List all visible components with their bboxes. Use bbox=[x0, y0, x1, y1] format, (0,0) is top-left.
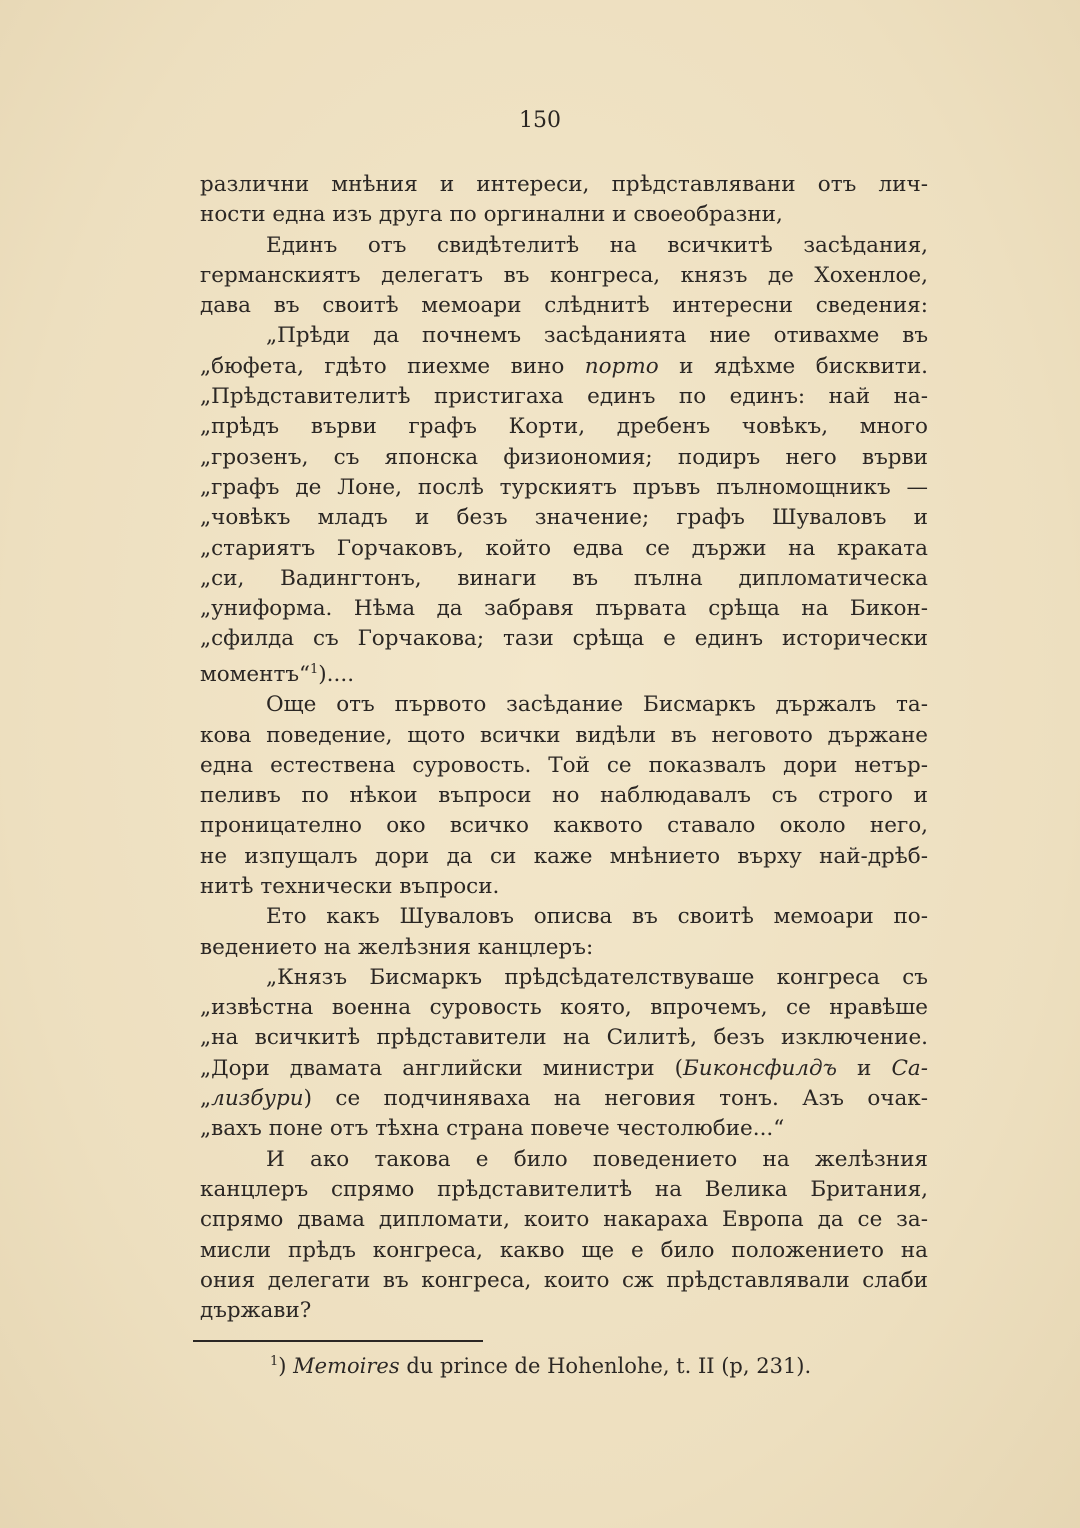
italic-name: Са- bbox=[891, 1055, 928, 1081]
text-line: Още отъ първото засѣдание Бисмаркъ държалъ та- bbox=[266, 692, 928, 718]
text-line-mixed bbox=[200, 1054, 928, 1084]
text-line: държави? bbox=[200, 1298, 312, 1324]
footnote-divider bbox=[193, 1340, 483, 1342]
text-line-mixed bbox=[200, 1084, 928, 1114]
text-segment: ) се подчиняваха на неговия тонъ. Азъ очак- bbox=[303, 1086, 928, 1112]
text-line: мисли прѣдъ конгреса, какво ще е било положението на bbox=[200, 1237, 928, 1263]
page-number: 150 bbox=[519, 108, 561, 133]
text-line: нитѣ технически въпроси. bbox=[200, 873, 500, 899]
text-line: „прѣдъ върви графъ Корти, дребенъ човѣкъ, много bbox=[200, 414, 928, 440]
footnote-title: Memoires bbox=[293, 1354, 400, 1378]
text-segment: и bbox=[857, 1055, 872, 1081]
text-line: И ако такова е било поведението на желѣзния bbox=[266, 1146, 928, 1172]
italic-word: порто bbox=[584, 353, 659, 379]
text-line: дава въ своитѣ мемоари слѣднитѣ интересни сведения: bbox=[200, 293, 928, 319]
text-line: различни мнѣния и интереси, прѣдставлявани отъ лич- bbox=[200, 172, 928, 197]
text-line: „вахъ поне отъ тѣхна страна повече честолюбие...“ bbox=[200, 1116, 785, 1142]
text-line: пеливъ по нѣкои въпроси но наблюдавалъ съ строго и bbox=[200, 783, 928, 809]
text-line: „си, Вадингтонъ, винаги въ пълна дипломатическа bbox=[200, 565, 928, 591]
text-line: Единъ отъ свидѣтелитѣ на всичкитѣ засѣдания, bbox=[266, 232, 928, 258]
text-line: проницателно око всичко каквото ставало около него, bbox=[200, 813, 928, 839]
text-segment: „бюфета, гдѣто пиехме вино bbox=[200, 353, 565, 379]
text-line: „стариятъ Горчаковъ, който едва се държи на краката bbox=[200, 535, 928, 561]
text-line: „униформа. Нѣма да забравя първата срѣща на Бикон- bbox=[200, 596, 928, 622]
text-segment: ).... bbox=[318, 661, 355, 687]
body-text bbox=[200, 170, 928, 1326]
text-segment: „Дори двамата английски министри ( bbox=[200, 1055, 683, 1081]
italic-name: Биконсфилдъ bbox=[683, 1055, 837, 1081]
text-line: „сфилда съ Горчакова; тази срѣща е единъ исторически bbox=[200, 626, 928, 652]
footnote-paren: ) bbox=[278, 1354, 287, 1378]
text-line: канцлеръ спрямо прѣдставителитѣ на Велика Британия, bbox=[200, 1176, 928, 1202]
text-line: Ето какъ Шуваловъ описва въ своитѣ мемоари по- bbox=[266, 904, 928, 930]
text-line-mixed bbox=[200, 352, 928, 382]
text-line: „човѣкъ младъ и безъ значение; графъ Шуваловъ и bbox=[200, 505, 928, 531]
text-line: една естествена суровость. Той се показвалъ дори нетър- bbox=[200, 752, 928, 778]
text-line: „извѣстна военна суровость която, впрочемъ, се нравѣше bbox=[200, 995, 928, 1021]
text-line: „Князъ Бисмаркъ прѣдсѣдателствуваше конгреса съ bbox=[266, 964, 928, 990]
footnote-text: du prince de Hohenlohe, t. II (p, 231). bbox=[406, 1354, 812, 1378]
text-segment: и ядѣхме бисквити. bbox=[679, 353, 928, 379]
text-line: кова поведение, щото всички видѣли въ неговото държане bbox=[200, 722, 928, 748]
text-segment: „ bbox=[200, 1086, 212, 1112]
text-line: „Прѣди да почнемъ засѣданията ние отивахме въ bbox=[266, 323, 928, 349]
text-segment: моментъ“ bbox=[200, 661, 311, 687]
text-line: ония делегати въ конгреса, които сж прѣдставлявали слаби bbox=[200, 1267, 928, 1293]
footnote-ref[interactable]: 1 bbox=[310, 661, 319, 677]
text-line: „Прѣдставителитѣ пристигаха единъ по единъ: най на- bbox=[200, 384, 928, 410]
text-line: „графъ де Лоне, послѣ турскиятъ пръвъ пълномощникъ — bbox=[200, 474, 928, 500]
text-line: спрямо двама дипломати, които накараха Европа да се за- bbox=[200, 1207, 928, 1233]
footnote bbox=[270, 1354, 910, 1378]
text-line: ности една изъ друга по оргинални и своеобразни, bbox=[200, 202, 783, 228]
italic-name: лизбури bbox=[211, 1086, 304, 1112]
text-line: германскиятъ делегатъ въ конгреса, князъ де Хохенлое, bbox=[200, 262, 928, 288]
footnote-marker: 1 bbox=[270, 1354, 279, 1369]
text-line: не изпущалъ дори да си каже мнѣнието върху най-дрѣб- bbox=[200, 843, 928, 869]
text-line-mixed bbox=[200, 655, 928, 690]
text-line: „грозенъ, съ японска физиономия; подиръ него върви bbox=[200, 444, 928, 470]
text-line: „на всичкитѣ прѣдставители на Силитѣ, безъ изключение. bbox=[200, 1025, 928, 1051]
text-line: ведението на желѣзния канцлеръ: bbox=[200, 934, 594, 960]
